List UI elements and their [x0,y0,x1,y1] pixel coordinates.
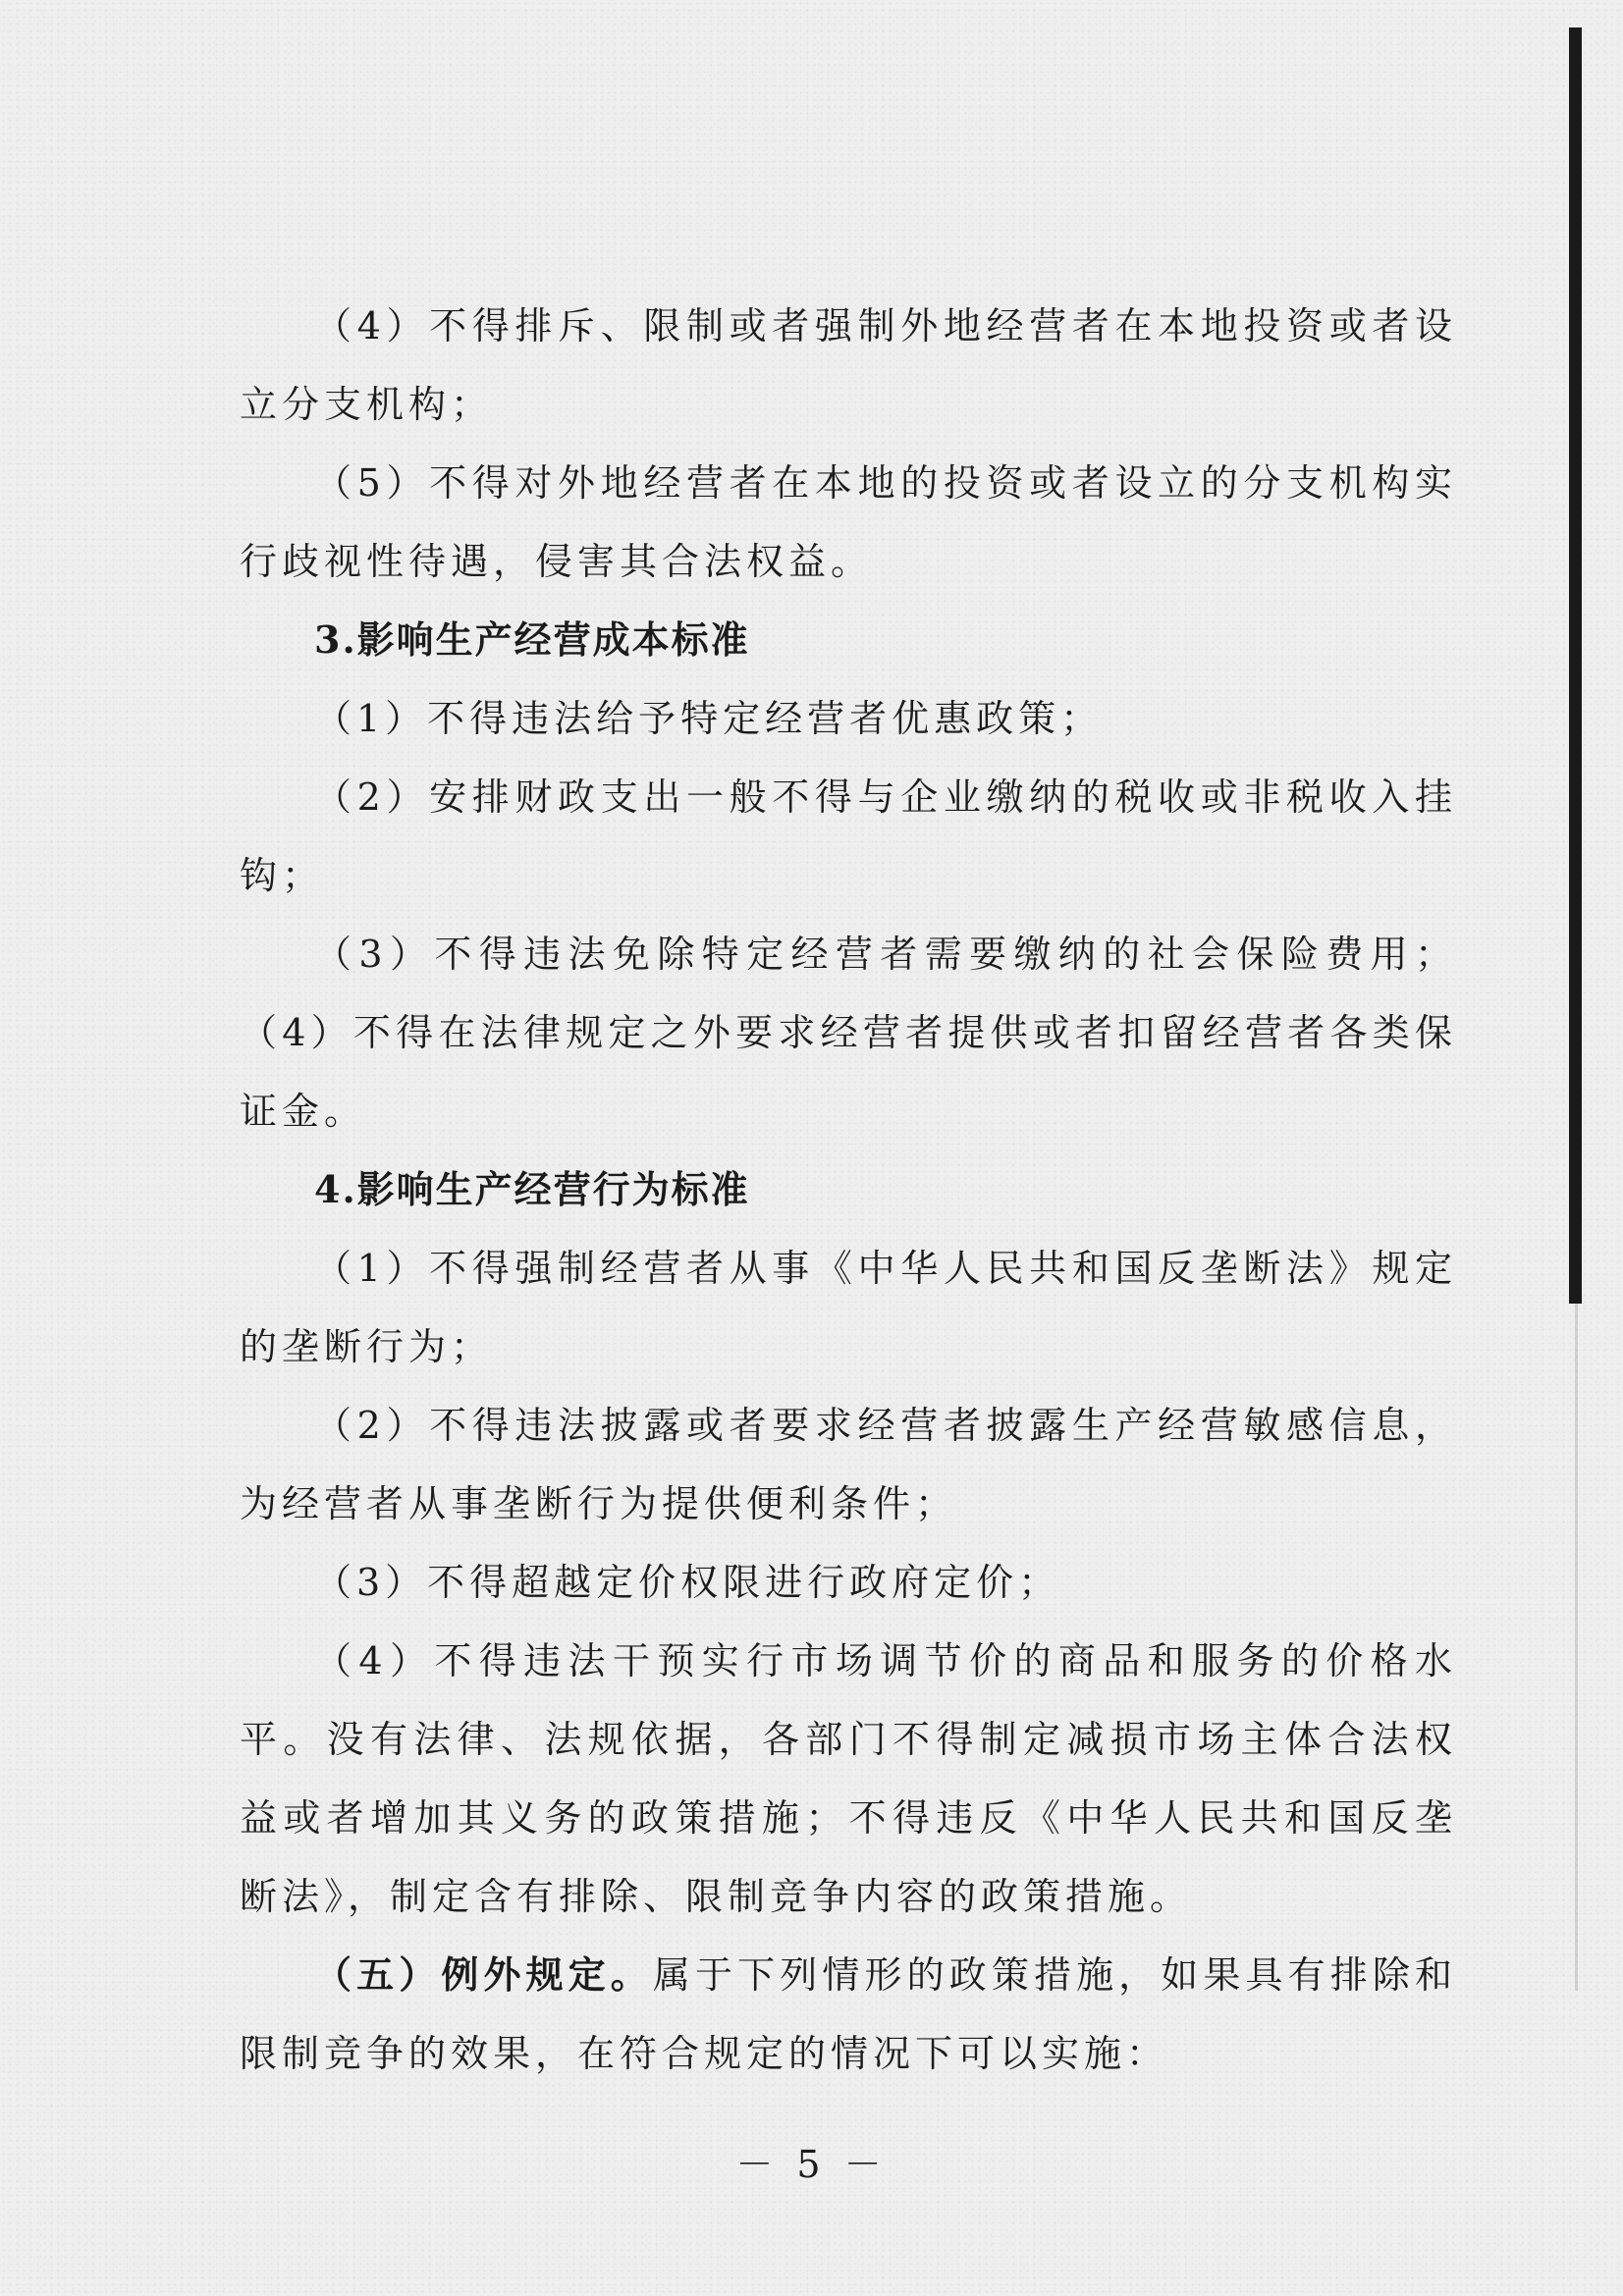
paragraph-behavior-1: （1）不得强制经营者从事《中华人民共和国反垄断法》规定的垄断行为； [240,1247,1457,1368]
scan-edge-shadow [1569,27,1582,1304]
page-number: － 5 － [735,2143,888,2186]
paragraph-cost-3-4: （3）不得违法免除特定经营者需要缴纳的社会保险费用；（4）不得在法律规定之外要求经营者提供或者扣留经营者各类保证金。 [240,933,1457,1133]
body-text [240,287,1457,2093]
scan-edge-shadow-faint [1575,1304,1578,1991]
paragraph-4-no-excluding-investment: （4）不得排斥、限制或者强制外地经营者在本地投资或者设立分支机构； [240,304,1457,426]
heading-cost-standard: 3.影响生产经营成本标准 [314,617,750,662]
paragraph-behavior-3: （3）不得超越定价权限进行政府定价； [314,1561,1061,1604]
paragraph-cost-2: （2）安排财政支出一般不得与企业缴纳的税收或非税收入挂钩； [240,775,1457,897]
exceptions-text: 属于下列情形的政策措施，如果具有排除和限制竞争的效果，在符合规定的情况下可以实施： [240,1953,1457,2075]
exceptions-lead: （五）例外规定。 [314,1952,653,1997]
paragraph-exceptions [240,1936,1457,2093]
heading-behavior-standard: 4.影响生产经营行为标准 [314,1167,750,1211]
paragraph-5-no-discrimination: （5）不得对外地经营者在本地的投资或者设立的分支机构实行歧视性待遇，侵害其合法权益。 [240,461,1457,583]
paragraph-behavior-4: （4）不得违法干预实行市场调节价的商品和服务的价格水平。没有法律、法规依据，各部门不得制定减损市场主体合法权益或者增加其义务的政策措施；不得违反《中华人民共和国反垄断法》，制定含有排除、限制竞争内容的政策措施。 [240,1639,1457,1918]
paragraph-cost-1: （1）不得违法给予特定经营者优惠政策； [314,697,1104,740]
paragraph-behavior-2: （2）不得违法披露或者要求经营者披露生产经营敏感信息，为经营者从事垄断行为提供便利条件； [240,1404,1457,1525]
